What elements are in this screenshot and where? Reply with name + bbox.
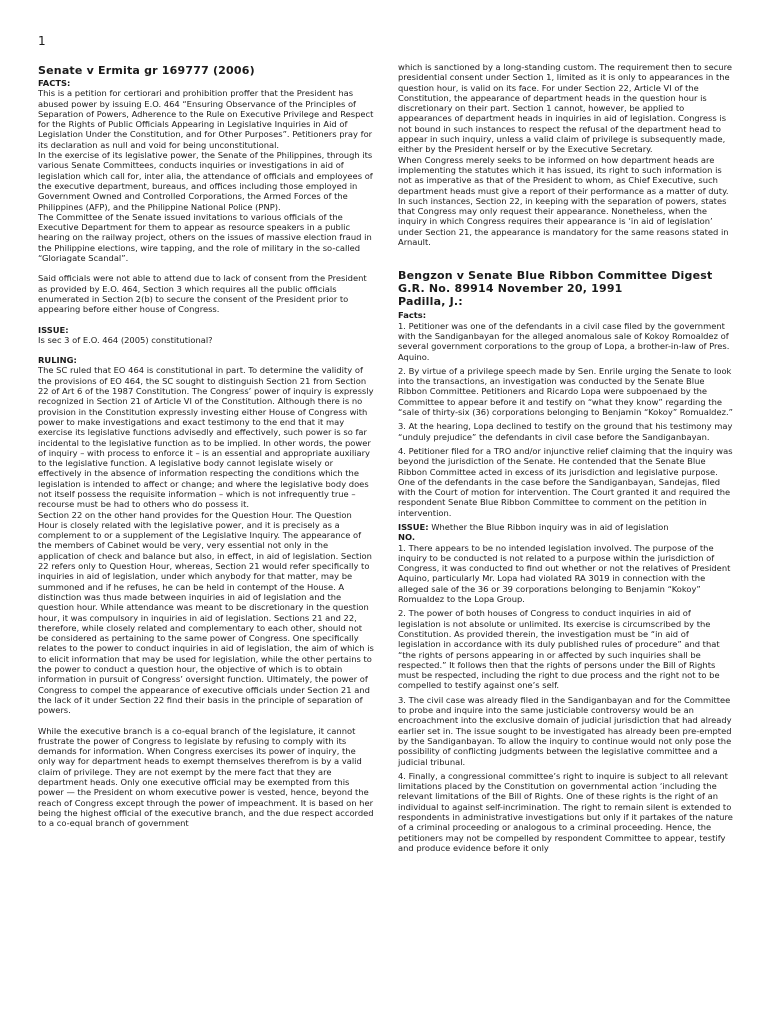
facts-paragraph: The Committee of the Senate issued invitations to various officials of the Executive Department for them to appear as resource speakers in a public hearing on the railway project, others on the issues of massive election fraud in the Philippine elections, wire tapping, and the role of military in the so-called “Gloriagate Scandal”. xyxy=(38,211,372,264)
facts-paragraph: Said officials were not able to attend due to lack of consent from the President as provided by E.O. 464, Section 3 which requires all the public officials enumerated in Section 2(b) to secure the consent of the President prior to appearing before either house of Congress. xyxy=(38,273,367,315)
ruling-paragraph: The SC ruled that EO 464 is constitutional in part. To determine the validity of the provisions of EO 464, the SC sought to distinguish Section 21 from Section 22 of Art 6 of the 1987 Constitution. The Congress’ power of inquiry is expressly recognized in Section 21 of Article VI of the Constitution. Although there is no provision in the Constitution expressly investing either House of Congress with power to make investigations and exact testimony to the end that it may exercise its legislative functions advisedly and effectively, such power is so far incidental to the legislative function as to be implied. In other words, the power of inquiry – with process to enforce it – is an essential and appropriate auxiliary to the legislative function. A legislative body cannot legislate wisely or effectively in the absence of information respecting the conditions which the legislation is intended to affect or change; and where the legislative body does not itself possess the requisite information – which is not infrequently true – recourse must be had to others who do possess it. xyxy=(38,365,374,510)
facts-item: 4. Petitioner filed for a TRO and/or injunctive relief claiming that the inquiry was beyond the jurisdiction of the Senate. He contended that the Senate Blue Ribbon Committee acted in excess of its jurisdiction and legislative purpose. One of the defendants in the case before the Sandiganbayan, Sandejas, filed with the Court of motion for intervention. The Court granted it and required the respondent Senate Blue Ribbon Committee to comment on the petition in intervention. xyxy=(398,445,733,518)
case-ponente: Padilla, J.: xyxy=(398,295,463,309)
facts-heading: Facts: xyxy=(398,310,427,321)
facts-item: 3. At the hearing, Lopa declined to testify on the ground that his testimony may “unduly prejudice” the defendants in civil case before the Sandiganbayan. xyxy=(398,421,733,442)
facts-heading: FACTS: xyxy=(38,78,71,88)
facts-paragraph: In the exercise of its legislative power, the Senate of the Philippines, through its various Senate Committees, conducts inquiries or investigations in aid of legislation which call for, inter alia, the attendance of officials and employees of the executive department, bureaus, and offices including those employed in Government Owned and Controlled Corporations, the Armed Forces of the Philippines (AFP), and the Philippine National Police (PNP). xyxy=(38,150,373,212)
case-title-senate-v-ermita: Senate v Ermita gr 169777 (2006) xyxy=(38,64,255,77)
ruling-answer: NO. xyxy=(398,532,416,543)
page-number: 1 xyxy=(38,34,46,48)
ruling-heading: RULING: xyxy=(38,355,77,366)
ruling-continued-paragraph: When Congress merely seeks to be informed on how department heads are implementing the statutes which it has issued, its right to such information is not as imperative as that of the President to whom, as Chief Executive, such department heads must give a report of their performance as a matter of duty. In such instances, Section 22, in keeping with the separation of powers, states that Congress may only request their appearance. Nonetheless, when the inquiry in which Congress requires their appearance is ‘in aid of legislation’ under Section 21, the appearance is mandatory for the same reasons stated in Arnault. xyxy=(398,154,729,248)
issue-heading: ISSUE: xyxy=(38,324,69,335)
held-item: 2. The power of both houses of Congress to conduct inquiries in aid of legislation is not absolute or unlimited. Its exercise is circumscribed by the Constitution. As provided therein, the investigation must be “in aid of legislation in accordance with its duly published rules of procedure” and that “the rights of persons appearing in or affected by such inquiries shall be respected.” It follows then that the rights of persons under the Bill of Rights must be respected, including the right to due process and the right not to be compelled to testify against one’s self. xyxy=(398,608,720,691)
facts-paragraph: This is a petition for certiorari and prohibition proffer that the President has abused power by issuing E.O. 464 “Ensuring Observance of the Principles of Separation of Powers, Adherence to the Rule on Executive Privilege and Respect for the Rights of Public Officials Appearing in Legislative Inquiries in Aid of Legislation Under the Constitution, and for Other Purposes”. Petitioners pray for its declaration as null and void for being unconstitutional. xyxy=(38,88,374,150)
issue-line xyxy=(398,522,734,532)
ruling-paragraph: Section 22 on the other hand provides for the Question Hour. The Question Hour is closely related with the legislative power, and it is precisely as a complement to or a supplement of the Legislative Inquiry. The appearance of the members of Cabinet would be very, very essential not only in the application of check and balance but also, in effect, in aid of legislation. Section 22 refers only to Question Hour, whereas, Section 21 would refer specifically to inquiries in aid of legislation, under which anybody for that matter, may be summoned and if he refuses, he can be held in contempt of the House. A distinction was thus made between inquiries in aid of legislation and the question hour. While attendance was meant to be discretionary in the question hour, it was compulsory in inquiries in aid of legislation. Sections 21 and 22, therefore, while closely related and complementary to each other, should not be considered as pertaining to the same power of Congress. One specifically relates to the power to conduct inquiries in aid of legislation, the aim of which is to elicit information that may be used for legislation, while the other pertains to the power to conduct a question hour, the objective of which is to obtain information in pursuit of Congress’ oversight function. Ultimately, the power of Congress to compel the appearance of executive officials under Section 21 and the lack of it under Section 22 find their basis in the principle of separation of powers. xyxy=(38,509,374,716)
left-column xyxy=(38,64,374,828)
case-title-bengzon: Bengzon v Senate Blue Ribbon Committee Digest xyxy=(398,269,713,283)
held-item: 3. The civil case was already filed in the Sandiganbayan and for the Committee to probe and inquire into the same justiciable controversy would be an encroachment into the exclusive domain of judicial jurisdiction that had already earlier set in. The issue sought to be investigated has already been pre-empted by the Sandiganbayan. To allow the inquiry to continue would not only pose the possibility of conflicting judgments between the legislative committee and a judicial tribunal. xyxy=(398,694,732,767)
held-item: 4. Finally, a congressional committee’s right to inquire is subject to all relevant limitations placed by the Constitution on governmental action ‘including the relevant limitations of the Bill of Rights. One of these rights is the right of an individual to against self-incrimination. The right to remain silent is extended to respondents in administrative investigations but only if it partakes of the nature of a criminal proceeding or analogous to a criminal proceeding. Hence, the petitioners may not be compelled by respondent Committee to appear, testify and produce evidence before it only xyxy=(398,770,733,853)
issue-label: ISSUE: xyxy=(398,521,429,532)
issue-text: Is sec 3 of E.O. 464 (2005) constitutional? xyxy=(38,334,213,345)
facts-item: 2. By virtue of a privilege speech made by Sen. Enrile urging the Senate to look into the transactions, an investigation was conducted by the Senate Blue Ribbon Committee. Petitioners and Ricardo Lopa were subpoenaed by the Committee to appear before it and testify on “what they know” regarding the “sale of thirty-six (36) corporations belonging to Benjamin “Kokoy” Romualdez.” xyxy=(398,365,733,418)
ruling-paragraph: While the executive branch is a co-equal branch of the legislature, it cannot frustrate the power of Congress to legislate by refusing to comply with its demands for information. When Congress exercises its power of inquiry, the only way for department heads to exempt themselves therefrom is by a valid claim of privilege. They are not exempt by the mere fact that they are department heads. Only one executive official may be exempted from this power — the President on whom executive power is vested, hence, beyond the reach of Congress except through the power of impeachment. It is based on her being the highest official of the executive branch, and the due respect accorded to a co-equal branch of government xyxy=(38,725,374,829)
case-gr-number: G.R. No. 89914 November 20, 1991 xyxy=(398,282,623,296)
ruling-continued-paragraph: which is sanctioned by a long-standing custom. The requirement then to secure presidential consent under Section 1, limited as it is only to appearances in the question hour, is valid on its face. For under Section 22, Article VI of the Constitution, the appearance of department heads in the question hour is discretionary on their part. Section 1 cannot, however, be applied to appearances of department heads in inquiries in aid of legislation. Congress is not bound in such instances to respect the refusal of the department head to appear in such inquiry, unless a valid claim of privilege is subsequently made, either by the President herself or by the Executive Secretary. xyxy=(398,62,732,155)
held-item: 1. There appears to be no intended legislation involved. The purpose of the inquiry to be conducted is not related to a purpose within the jurisdiction of Congress, it was conducted to find out whether or not the relatives of President Aquino, particularly Mr. Lopa had violated RA 3019 in connection with the alleged sale of the 36 or 39 corporations belonging to Benjamin “Kokoy” Romualdez to the Lopa Group. xyxy=(398,542,731,605)
facts-item: 1. Petitioner was one of the defendants in a civil case filed by the government with the Sandiganbayan for the alleged anomalous sale of Kokoy Romoaldez of several government corporations to the group of Lopa, a brother-in-law of Pres. Aquino. xyxy=(398,320,730,362)
right-column xyxy=(398,62,734,853)
issue-text: Whether the Blue Ribbon inquiry was in aid of legislation xyxy=(428,521,669,532)
